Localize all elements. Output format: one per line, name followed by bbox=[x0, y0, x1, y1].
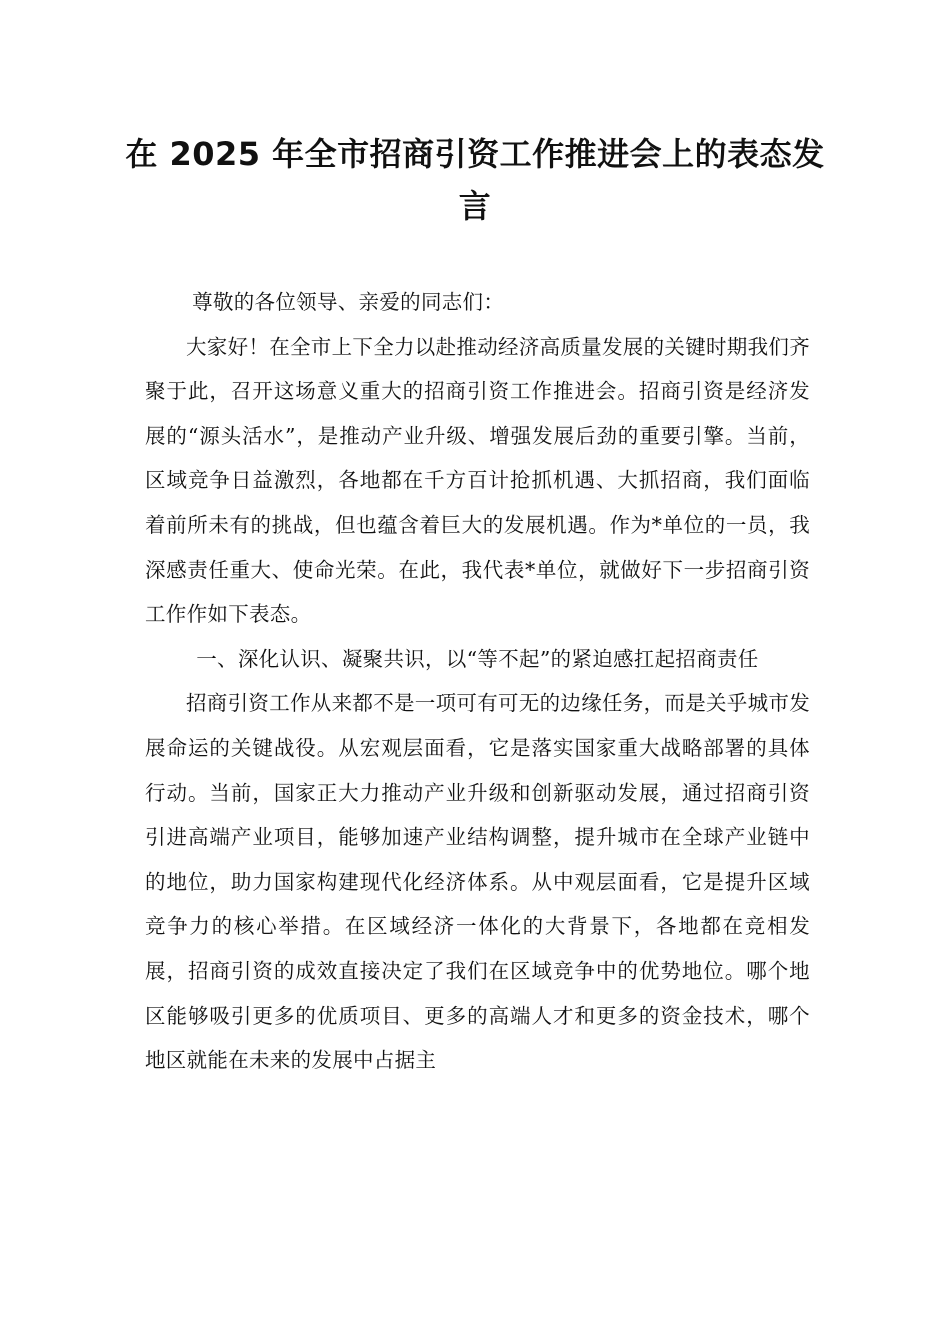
paragraph-opening: 大家好！在全市上下全力以赴推动经济高质量发展的关键时期我们齐聚于此，召开这场意义重大的招商引资工作推进会。招商引资是经济发展的“源头活水”，是推动产业升级、增强发展后劲的重要引擎。当前，区域竞争日益激烈，各地都在千方百计抢抓机遇、大抓招商，我们面临着前所未有的挑战，但也蕴含着巨大的发展机遇。作为*单位的一员，我深感责任重大、使命光荣。在此，我代表*单位，就做好下一步招商引资工作作如下表态。 bbox=[145, 334, 810, 627]
paragraph-body: 招商引资工作从来都不是一项可有可无的边缘任务，而是关乎城市发展命运的关键战役。从宏观层面看，它是落实国家重大战略部署的具体行动。当前，国家正大力推动产业升级和创新驱动发展，通过招商引资引进高端产业项目，能够加速产业结构调整，提升城市在全球产业链中的地位，助力国家构建现代化经济体系。从中观层面看，它是提升区域竞争力的核心举措。在区域经济一体化的大背景下，各地都在竞相发展，招商引资的成效直接决定了我们在区域竞争中的优势地位。哪个地区能够吸引更多的优质项目、更多的高端人才和更多的资金技术，哪个地区就能在未来的发展中占据主 bbox=[145, 691, 810, 1073]
section-heading: 一、深化认识、凝聚共识，以“等不起”的紧迫感扛起招商责任 bbox=[196, 646, 759, 671]
salutation: 尊敬的各位领导、亲爱的同志们： bbox=[192, 290, 505, 314]
document-title: 在 2025 年全市招商引资工作推进会上的表态发言 bbox=[125, 135, 825, 225]
document-body bbox=[145, 280, 810, 1083]
